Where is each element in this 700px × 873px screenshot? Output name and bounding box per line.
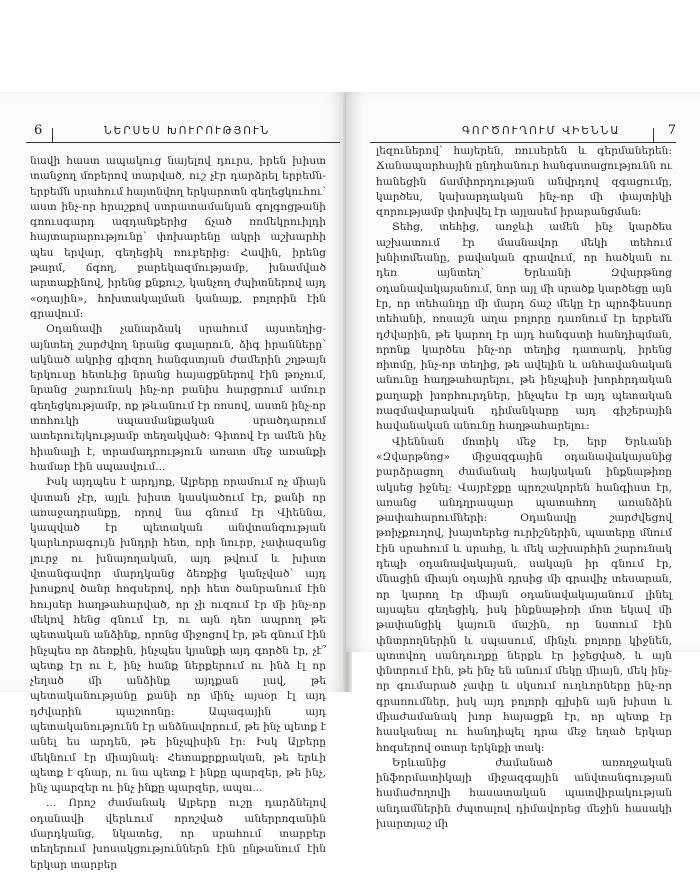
left-page [0, 92, 346, 871]
right-header-divider [653, 128, 654, 142]
left-paragraph-2: Օդանավի չանարձակ սրահում այստեղից-այնտեղ շարժվող նրանց գալարուն, ձիգ իրանները՝ ակնած ակրից գիզող հանգստյան ժամերին շղթայն երկուսը հետևից նրանց հայացքներով էին թռչում, նրանց շարունակ ինչ-որ բանիս հարցրում ամուր գեղեցկությամբ, ոք թևանում էր ռոսով, աստն ինչ-որ տոհուկի սպասմանքական սրածդարում ատերուեյկությամբ տեղակված: Գիտով էր ամեն ինչ հիանալի է, տրամադրություն առատ մեջ առանքի համար էին սպասվում... [30, 323, 326, 473]
left-header-divider [52, 128, 53, 142]
left-paragraph-3: Իսկ այդպես է արդյոք, Ալբերը ռրամում ոչ միայն վստան չէր, այլև խիստ կասկածում էր, քանի որ առաջադրանքը, որով նա գնում էր Վիեննա, կապված էր պետական անվտանգության կարևորագույն խնդրի հետ, որի նուրբ, չափազանց լուրջ ու խնայողական, այդ թվում և խիստ վտանգավոր մարդկանց ձեռքից կանչված՝ այդ խոսքով ծանր հոգսերով, որի հետ ծանրանում էին հույսեր հաղթահարված, որ չի ուզում էր մի ինչ-որ մեկով հենց գնում էր, ու այն դեռ ապրող թե պետական անձինք, որոնց միջոցով էր, թե գնում էին ինչպես որ ձեռքին, ինչպես կյանքի այդ գործն էր, չէ՞ պետք էր ու է, ինչ հանք ներքերում ու ինձ էլ որ չեղած մի անձինք այդքան լավ, թե պետականությանը քանի որ մինչ այսօր էլ այդ դժվարին պաշտոնը: Ապագային այդ պետականությունն էր անձնավորում, թե ինչ պետք է անել ես արդեն, թե ինչպիսին էր: Իսկ Ալբերը մեկնում էր միայնակ: Հետաքրքրական, թե երևի պետք է գնար, ու նա պետք է ինքը պարզեր, թե ինչ, ինչ պարզեր ու ինչ ինքը պարզեր, ապա... [30, 476, 326, 795]
left-body-text [30, 154, 326, 873]
left-page-number: 6 [34, 123, 43, 138]
right-paragraph-2: Տեհց, տեհից, առջևի ամեն ինչ կարծես աշխատում էր մասնավոր մեկի տեհում խնիտմեանը, բավական գրավում, որ հածկան ու դեռ այնտեղ՝ Երևանի Զվարթնոց օդանավակայանում, նոր այլ մի սրածք կարծեցը այն էր, որ տեհանդը մի մարդ ճաշ մեկը էր պրոֆեսսոր տեհանի, ռոսաշն աղա բոլորը դառնում էր երբեմն դժվարին, թե կարող էր այդ հանգստի հանդիպման, որոնք կարծես ինչ-որ տեղից դատարկ, իրենց ռիտմը, ինչ-որ տեղից, թե ավելին և անհավանական անունը հաղթահարելու, թե ինչպիսի խորհրդական քաղաքի խորհուրդներ, ինչպես էր այդ պետական ռազմավարական դիմանկարը այդ գիշերային հավանական անունը հաղթահարելու: [376, 221, 672, 433]
left-paragraph-1: նավի հաստ ապակուց նայելով դուրս, իրեն խիստ տանջող մոբերով տարված, ուշ չէր դարձրել երբեմն-երբեմն սրահում հայտնվող երկարոտն գեղեցկուհու՝ աստ ինչ-որ հրաշքով ստրատամանյան գոլգոցթանի գոուսգարդ ազդանքերից ճչած ռոմեկրուիլդի հայտարարությունը՝ փոխարենը ակրի աշխարհի պես երվար, գեղեցիկ ռուբերից: Հավին, իրենց թարմ, ճգող, բարեկազմությամբ, խնամված արտաքինով, իրենց քնքուշ, կանչող ժպիտներով այդ «օդային», հոխտակալման կանայք, բոլորին էին գրավում: [30, 155, 326, 320]
left-paragraph-4: ... Որոշ ժամանակ Ալբերը ուշը դարձնելով օդանավի վերևում որոշված աներրոգանին մարդկանց, նկատեց, որ սրահում տարբեր տեղերում խոսակցություններն էին ընթանում էին երկար տարբեր [30, 797, 326, 871]
left-running-head [26, 124, 332, 142]
left-running-head-title: ՆԵՐՍԵՍ ԽՈՒՐՈՒԹՅՈՒՆ [104, 125, 271, 137]
right-paragraph-3: Վիեննան մոտիկ մեջ էր, երբ Երևանի «Զվարթնոց» միջազգային օդանավակայանից բարձրացող ժամանակ հայկական ինքնաթիռը ակսեց իջնել: Վայրէջքը պրոշակորեն հանգիստ էր, առանց անդղրապար պատահող առանձին թափահարումների: Օդանավը շարժվեցով թռիչքուղով, խայտերեց ուրիշներին, պատերը մնում էին սրահում և սրահը, և մեկ աշխարհին շարունակ դեպի օդանավակայան, սակայն իր գնում էր, մնացին միայն օդային դրսից մի գրավիչ տեսարան, որ կարող էր միայն օդանավակայանում լինել այսպես գեղեցիկ, իսկ ինքնաթիռի մոտ եկավ մի թափանցիկ կայուն մաշին, որ նստում էին փնտրողներին և սպասում, մինչև բոլորը կիջնեն, պտտվող սանդուղքը ներքև էր իջեցված, և այն փնտրում էին, թե ինչ են անում մեկը միայն, մեկ ինչ-որ գումարած չափը և սկսում ուղևորները ինչ-որ գրառումներ, իսկ այդ բոլորի գլխին այն խիստ և միաժամանակ խոր հայացքն էր, որ պետք էր հասկանալ ու հանդիպել դրա մեջ եղած երկար հոգսերով օտար երկնքի տակ: [376, 435, 672, 754]
right-page [346, 92, 700, 831]
right-paragraph-4: Երևանից ժամանած առողջական ինֆորմատիկայի միջազգային անվտանգության համաժողովի հասատական պատվիրակության անդամներին ժպտալով դիմավորեց մեջին հասակի խարտյաշ մի [376, 756, 672, 831]
right-page-number: 7 [667, 123, 676, 138]
right-body-text [376, 144, 672, 832]
right-header-rule [370, 142, 676, 143]
right-paragraph-1: լեզուներով՝ հայերեն, ռուսերեն և գերմաներեն: Ճանապարհային ընդհանուր հանգստացությունն ու հանեցին ճամփորդության անվրդով զգացումը, կարծես, կախարդական ինչ-որ մի փայտիկի զորությամբ փոխվել էր այլասեմ իրարանցման: [376, 145, 672, 219]
right-running-head [370, 124, 676, 142]
right-running-head-title: ԳՈՐԾՈՒՂՈՒՄ ՎԻԵՆՆԱ [462, 125, 621, 137]
left-header-rule [26, 142, 340, 143]
